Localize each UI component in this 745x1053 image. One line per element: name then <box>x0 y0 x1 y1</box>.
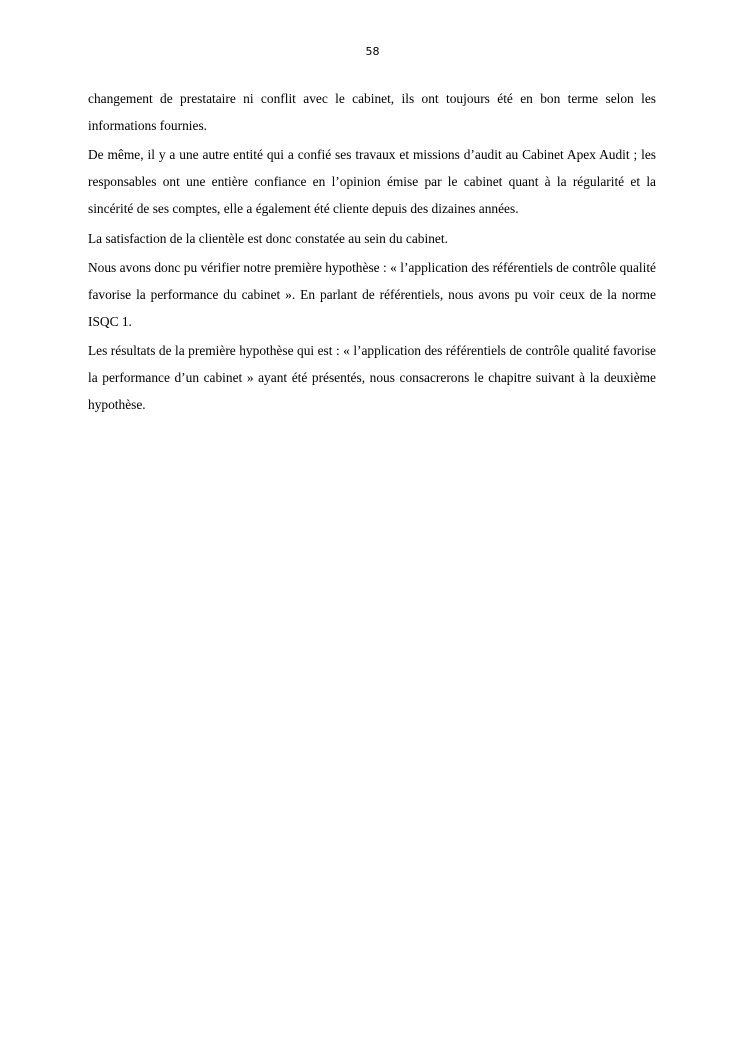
page-number: 58 <box>365 45 380 58</box>
paragraph-first-hypothesis: Nous avons donc pu vérifier notre première hypothèse : « l’application des référentiels de contrôle qualité favorise la performance du cabinet ». En parlant de référentiels, nous avons pu voir ceux de la norme ISQC 1. <box>88 260 656 329</box>
paragraph-previous-client: changement de prestataire ni conflit avec le cabinet, ils ont toujours été en bon terme selon les informations fournies. <box>88 91 656 133</box>
paragraph-next-chapter: Les résultats de la première hypothèse qui est : « l’application des référentiels de contrôle qualité favorise la performance d’un cabinet » ayant été présentés, nous consacrerons le chapitre suivant à la deuxième hypothèse. <box>88 343 656 412</box>
body-text <box>88 86 656 421</box>
paragraph-other-entity: De même, il y a une autre entité qui a confié ses travaux et missions d’audit au Cabinet Apex Audit ; les responsables ont une entière confiance en l’opinion émise par le cabinet quant à la régularité et la sincérité de ses comptes, elle a également été cliente depuis des dizaines années. <box>88 147 656 216</box>
paragraph-client-satisfaction: La satisfaction de la clientèle est donc constatée au sein du cabinet. <box>88 230 448 246</box>
